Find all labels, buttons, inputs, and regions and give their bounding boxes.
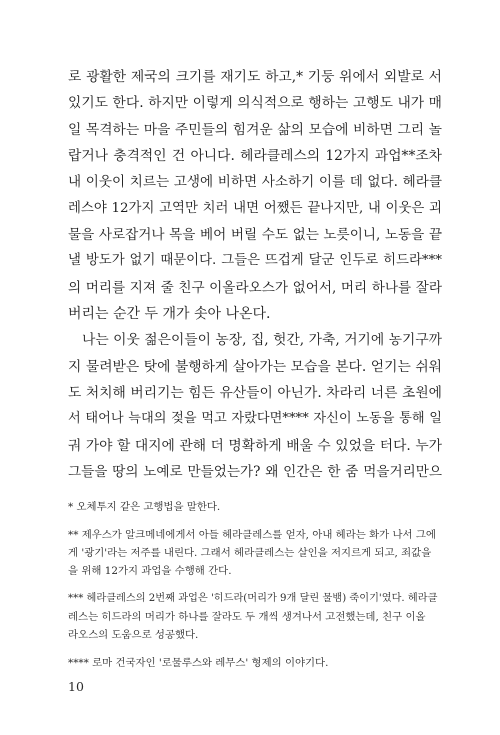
- body-line: 일 목격하는 마을 주민들의 힘겨운 삶의 모습에 비하면 그리 놀: [68, 121, 442, 138]
- footnote-line: **** 로마 건국자인 '로물루스와 레무스' 형제의 이야기다.: [68, 657, 329, 669]
- footnote-1: [68, 498, 442, 516]
- body-line: 궈 가야 할 대지에 관해 더 명확하게 배울 수 있었을 터다. 누가: [68, 437, 442, 454]
- body-line: 레스야 12가지 고역만 치러 내면 어쨌든 끝나지만, 내 이웃은 괴: [68, 200, 442, 216]
- body-line: 내 이웃이 치르는 고생에 비하면 사소하기 이를 데 없다. 헤라클: [68, 174, 442, 191]
- body-line: 나는 이웃 젊은이들이 농장, 집, 헛간, 가축, 거기에 농기구까: [82, 332, 442, 349]
- footnote-line: 레스는 히드라의 머리가 하나를 잘라도 두 개씩 생겨나서 고전했는데, 친구 이올: [68, 611, 426, 623]
- footnote-line: ** 제우스가 알크메네에게서 아들 헤라클레스를 얻자, 아내 헤라는 화가 나서 그에: [68, 529, 436, 541]
- body-line: 도 처치해 버리기는 힘든 유산들이 아닌가. 차라리 너른 초원에: [68, 385, 442, 402]
- footnote-line: 을 위해 12가지 과업을 수행해 간다.: [68, 565, 232, 577]
- body-line: 그들을 땅의 노예로 만들었는가? 왜 인간은 한 줌 먹을거리만으: [68, 464, 442, 481]
- footnote-line: *** 헤라클레스의 2번째 과업은 '히드라(머리가 9개 달린 물뱀) 죽이기'였다. 헤라클: [68, 593, 438, 604]
- body-line: 랍거나 충격적인 건 아니다. 헤라클레스의 12가지 과업**조차: [68, 148, 442, 165]
- page-number: 10: [68, 679, 84, 694]
- footnote-2: [68, 526, 442, 580]
- body-text: [68, 64, 442, 486]
- body-line: 물을 사로잡거나 목을 베어 버릴 수도 없는 노릇이니, 노동을 끝: [68, 227, 442, 244]
- footnotes: [68, 498, 442, 682]
- footnote-3: [68, 590, 442, 644]
- body-line: 낼 방도가 없기 때문이다. 그들은 뜨겁게 달군 인두로 히드라***: [68, 253, 442, 269]
- footnote-4: [68, 654, 442, 672]
- body-line: 버리는 순간 두 개가 솟아 나온다.: [68, 306, 271, 323]
- body-line: 로 광활한 제국의 크기를 재기도 하고,* 기둥 위에서 외발로 서: [68, 69, 442, 85]
- body-line: 의 머리를 지져 줄 친구 이올라오스가 없어서, 머리 하나를 잘라: [68, 279, 442, 296]
- footnote-line: 라오스의 도움으로 성공했다.: [68, 629, 199, 641]
- footnote-line: 게 '광기'라는 저주를 내린다. 그래서 헤라클레스는 살인을 저지르게 되고, 죄값을: [68, 547, 432, 559]
- body-line: 지 물려받은 탓에 불행하게 살아가는 모습을 본다. 얻기는 쉬워: [68, 358, 442, 375]
- footnote-line: * 오체투지 같은 고행법을 말한다.: [68, 501, 221, 513]
- body-line: 있기도 한다. 하지만 이렇게 의식적으로 행하는 고행도 내가 매: [68, 95, 442, 112]
- body-line: 서 태어나 늑대의 젖을 먹고 자랐다면**** 자신이 노동을 통해 일: [68, 411, 442, 427]
